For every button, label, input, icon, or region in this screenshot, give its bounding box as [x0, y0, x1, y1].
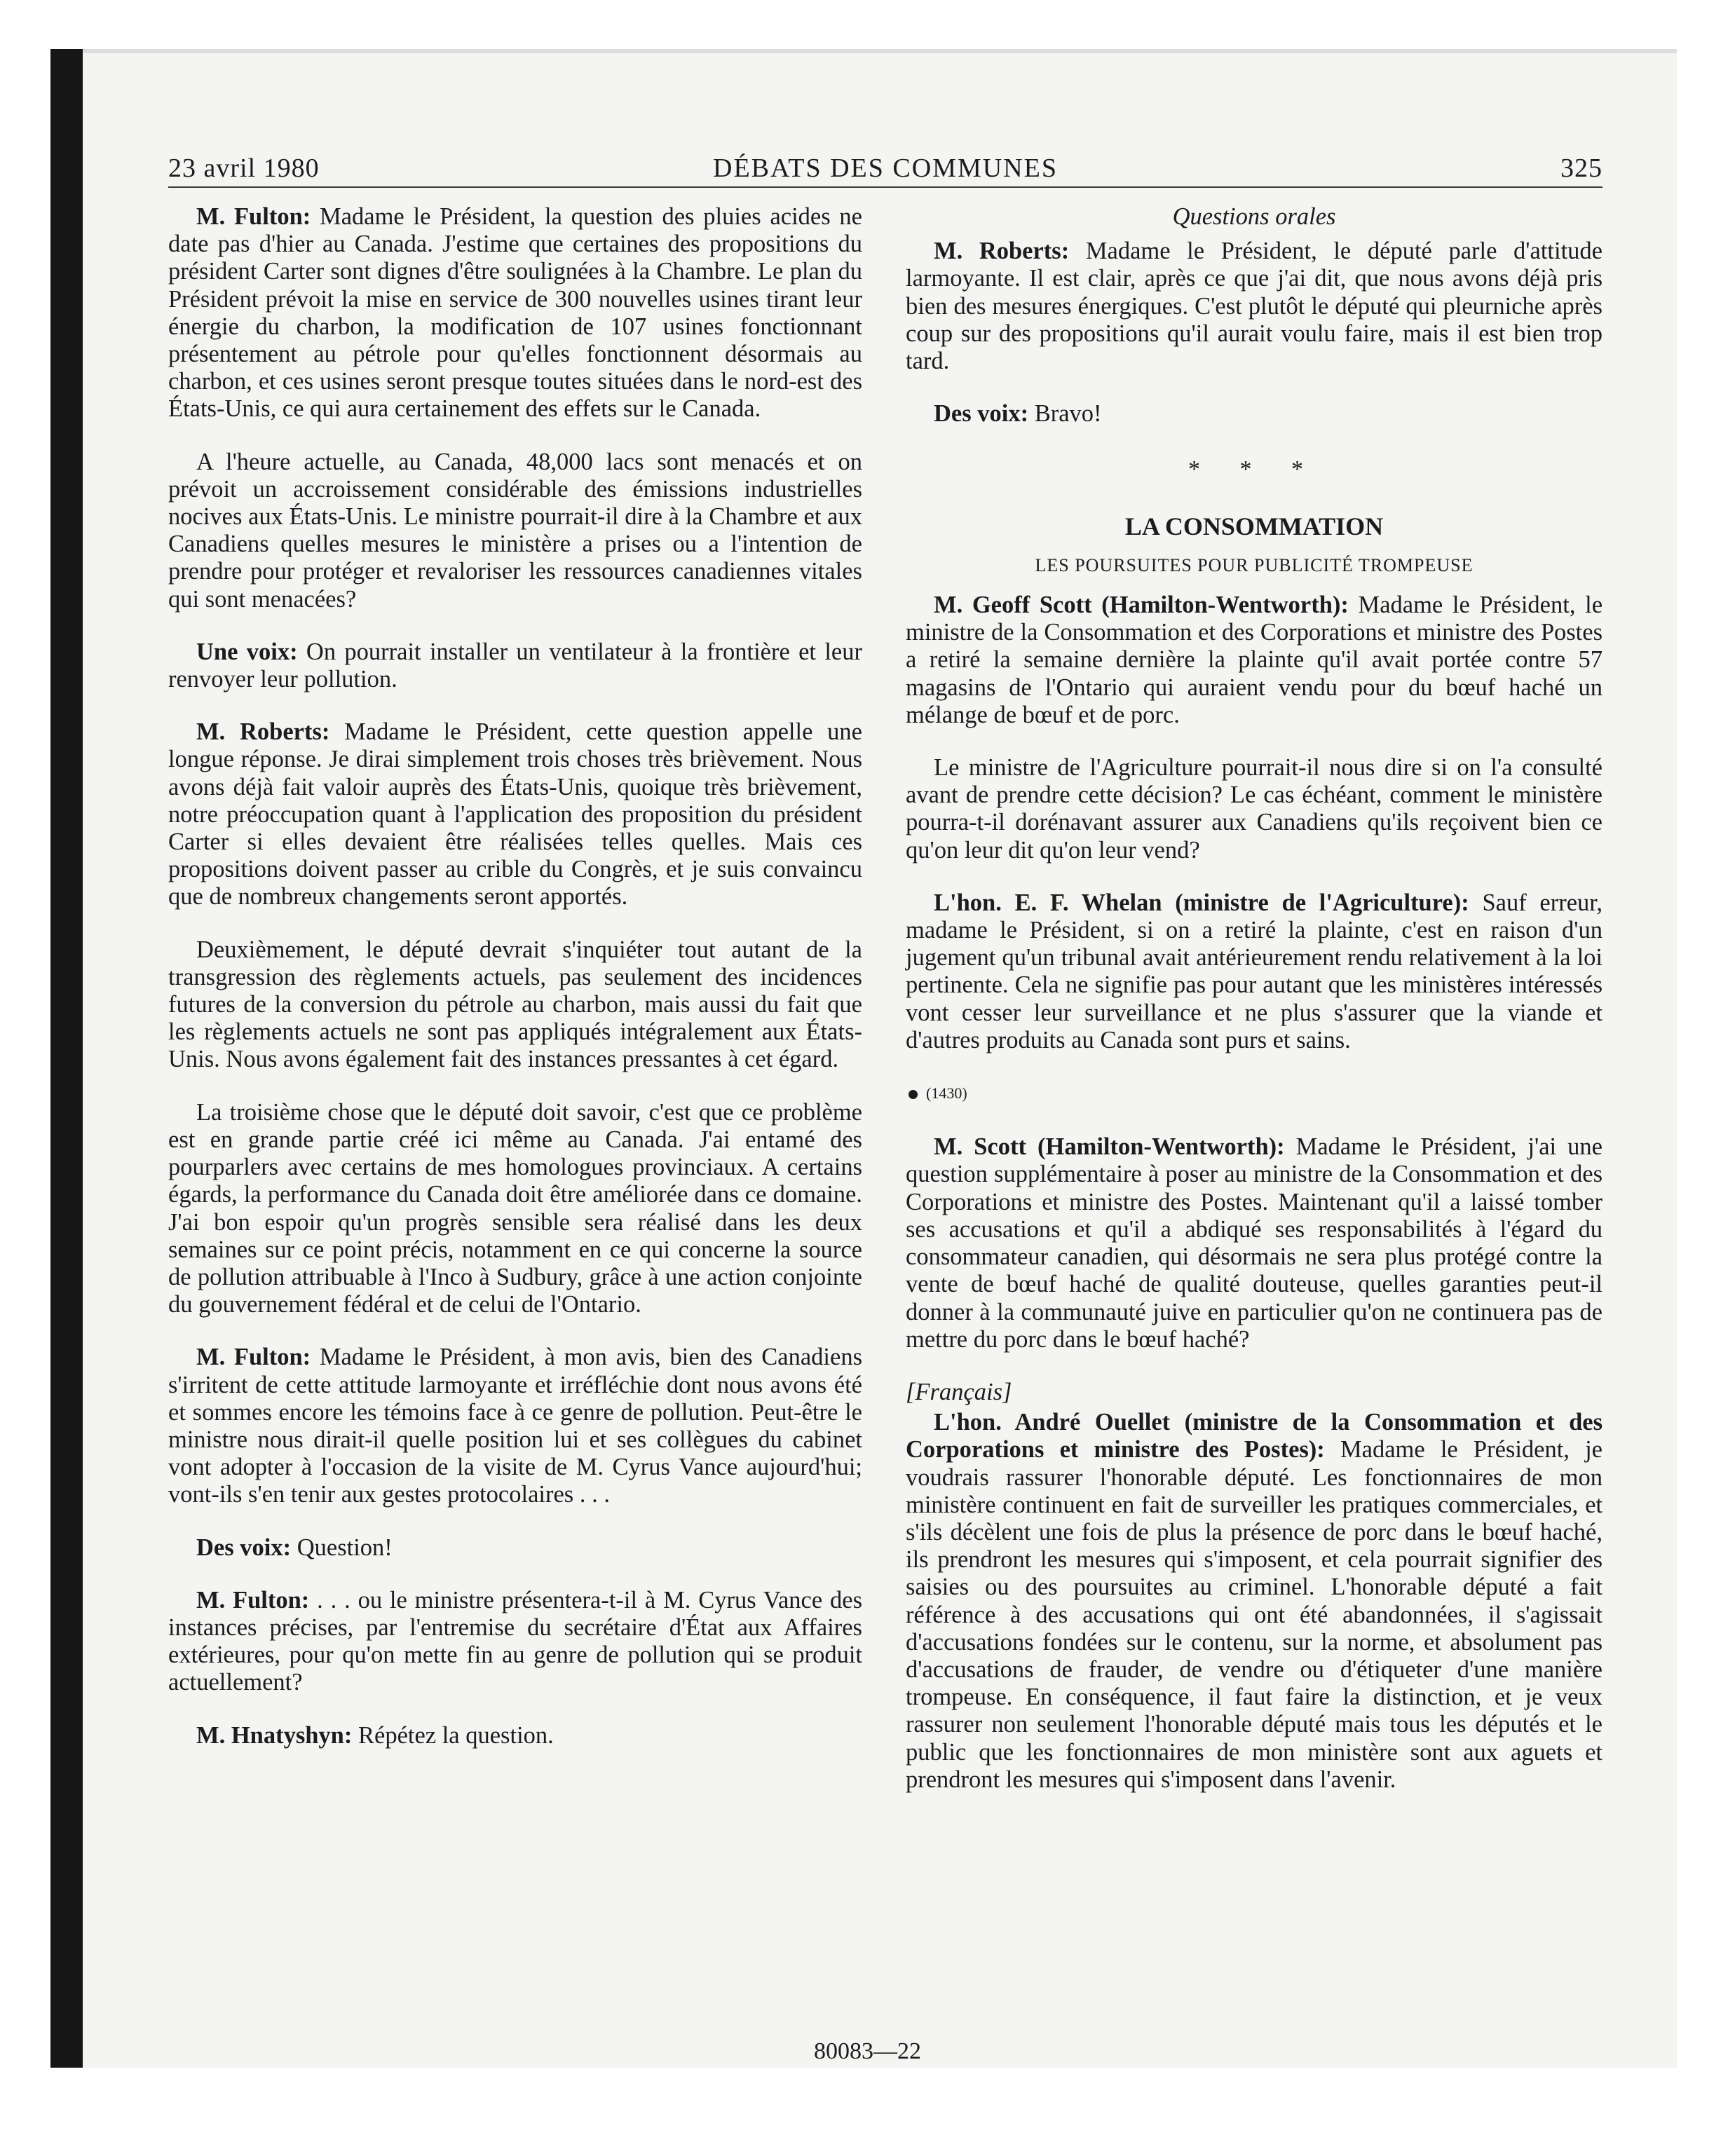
- right-column: [906, 203, 1603, 1819]
- paragraph: [168, 449, 862, 613]
- left-column: [168, 203, 862, 1775]
- paragraph: [906, 1133, 1603, 1353]
- paragraph: [168, 718, 862, 910]
- paragraph: [168, 1344, 862, 1508]
- speaker-name: M. Geoff Scott (Hamilton-Wentworth):: [934, 592, 1349, 619]
- paragraph: [906, 754, 1603, 864]
- page-footer: 80083—22: [814, 2038, 921, 2064]
- speaker-name: Des voix:: [934, 400, 1029, 428]
- paragraph: [168, 1099, 862, 1319]
- language-note: [Français]: [906, 1378, 1012, 1405]
- paragraph: [168, 1587, 862, 1697]
- paragraph-text: . . . ou le ministre présentera-t-il à M. Cyrus Vance des instances précises, par l'entremise du secrétaire d'État aux Affaires extérieures, pour qu'on mette fin au genre de pollution qui se produit actuellement?: [168, 1586, 863, 1696]
- speaker-name: M. Scott (Hamilton-Wentworth):: [934, 1133, 1285, 1161]
- speaker-name: M. Fulton:: [196, 203, 311, 230]
- paragraph-text: A l'heure actuelle, au Canada, 48,000 lacs sont menacés et on prévoit un accroissement considérable des émissions industrielles nocives aux États-Unis. Le ministre pourrait-il dire à la Chambre et aux Canadiens quelles mesures le ministère a prises ou a l'intention de prendre pour protéger et revaloriser les ressources canadiennes vitales qui sont menacées?: [168, 448, 862, 613]
- paragraph-text: Madame le Président, je voudrais rassurer l'honorable député. Les fonctionnaires de mon ministère continuent en fait de surveiller les pratiques commerciales, et s'ils décèlent une fois de plus la présence de porc dans le bœuf haché, ils prendront les mesures qui s'imposent, et cela pourrait signifier des saisies ou des poursuites au criminel. L'honorable député a fait référence à des accusations qui ont été abandonnées, il s'agissait d'accusations fondées sur le contenu, sur la norme, et absolument pas d'accusations de frauder, de vendre ou d'étiqueter d'une manière trompeuse. En conséquence, il faut faire la distinction, et je veux rassurer non seulement l'honorable député mais tous les députés et le public que les fonctionnaires de mon ministère sont aux aguets et prendront les mesures qui s'imposent dans l'avenir.: [906, 1436, 1603, 1793]
- paragraph-text: Bravo!: [1028, 400, 1102, 428]
- speaker-name: Une voix:: [196, 638, 298, 665]
- paragraph-text: On pourrait installer un ventilateur à la frontière et leur renvoyer leur pollution.: [168, 638, 862, 693]
- scan-margin-bar: [50, 49, 83, 2068]
- section-title: LA CONSOMMATION: [1124, 512, 1384, 540]
- speaker-name: L'hon. E. F. Whelan (ministre de l'Agriculture):: [934, 889, 1469, 916]
- speaker-name: L'hon. André Ouellet (ministre de la Consommation et des Corporations et ministre des Postes):: [906, 1409, 1603, 1464]
- paragraph: [168, 1534, 862, 1562]
- paragraph-text: Madame le Président, cette question appelle une longue réponse. Je dirai simplement trois choses très brièvement. Nous avons déjà fait valoir auprès des États-Unis, quoique très brièvement, notre préoccupation quant à l'application des proposition du président Carter si elles devaient être réalisées telles quelles. Mais ces propositions doivent passer au crible du Congrès, et je suis convaincu que de nombreux changements seront apportés.: [168, 718, 862, 910]
- header-title: DÉBATS DES COMMUNES: [713, 153, 1058, 183]
- paragraph-text: Madame le Président, le député parle d'attitude larmoyante. Il est clair, après ce que j'ai dit, que nous avons déjà pris bien des mesures énergiques. C'est plutôt le député qui pleurniche après coup sur des propositions qu'il aurait voulu faire, mais il est bien trop tard.: [906, 238, 1603, 375]
- paragraph-text: Madame le Président, j'ai une question supplémentaire à poser au ministre de la Consommation et des Corporations et ministre des Postes. Maintenant qu'il a laissé tomber ses accusations et qu'il a abdiqué ses responsabilités à l'égard du consommateur canadien, qui désormais ne sera plus protégé contre la vente de bœuf haché de qualité douteuse, quelles garanties peut-il donner à la communauté juive en particulier qu'on ne continuera pas de mettre du porc dans le bœuf haché?: [906, 1133, 1603, 1353]
- paragraph: [906, 400, 1603, 428]
- paragraph-text: Répétez la question.: [352, 1721, 554, 1749]
- speaker-name: M. Roberts:: [934, 238, 1070, 265]
- section-subtitle: LES POURSUITES POUR PUBLICITÉ TROMPEUSE: [1035, 554, 1474, 575]
- speaker-name: M. Hnatyshyn:: [196, 1721, 353, 1749]
- paragraph: [168, 203, 862, 423]
- paragraph-text: Question!: [291, 1534, 393, 1561]
- page-number: 325: [1560, 153, 1603, 183]
- paragraph-text: Deuxièmement, le député devrait s'inquiéter tout autant de la transgression des règlements actuels, pas seulement des incidences futures de la conversion du pétrole au charbon, mais aussi du fait que les règlements actuels ne sont pas appliqués intégralement aux États-Unis. Nous avons également fait des instances pressantes à cet égard.: [168, 936, 862, 1073]
- paragraph: [168, 1722, 862, 1749]
- paragraph-text: Sauf erreur, madame le Président, si on a retiré la plainte, c'est en raison d'un jugement qu'un tribunal avait antérieurement rendu relativement à la loi pertinente. Cela ne signifie pas pour autant que les ministères intéressés vont cesser leur surveillance et ne plus s'assurer que la viande et d'autres produits au Canada sont purs et sains.: [906, 889, 1603, 1053]
- paragraph-text: Madame le Président, la question des pluies acides ne date pas d'hier au Canada. J'estime que certaines des propositions du président Carter sont dignes d'être soulignées à la Chambre. Le plan du Président prévoit la mise en service de 300 nouvelles usines tirant leur énergie du charbon, la modification de 107 usines fonctionnant présentement au pétrole pour qu'elles fonctionnent désormais au charbon, et ces usines seront presque toutes situées dans le nord-est des États-Unis, ce qui aura certainement des effets sur le Canada.: [168, 203, 862, 423]
- time-marker-text: (1430): [926, 1084, 967, 1103]
- paragraph-text: Madame le Président, le ministre de la Consommation et des Corporations et ministre des Postes a retiré la semaine dernière la plainte qu'il avait portée contre 57 magasins de l'Ontario qui auraient vendu pour du bœuf haché un mélange de bœuf et de porc.: [906, 592, 1603, 728]
- paragraph-text: La troisième chose que le député doit savoir, c'est que ce problème est en grande partie créé ici même au Canada. J'ai entamé des pourparlers avec certains de mes homologues provinciaux. A certains égards, la performance du Canada doit être améliorée dans ce domaine. J'ai bon espoir qu'un progrès sensible sera réalisé dans les deux semaines sur ce point précis, notamment en ce qui concerne la source de pollution attribuable à l'Inco à Sudbury, grâce à une action conjointe du gouvernement fédéral et de celui de l'Ontario.: [168, 1098, 862, 1318]
- bullet-icon: [909, 1090, 918, 1099]
- paragraph: [906, 1409, 1603, 1794]
- speaker-name: M. Roberts:: [196, 718, 330, 746]
- section-separator: * * *: [1188, 456, 1320, 483]
- speaker-name: Des voix:: [196, 1534, 292, 1561]
- speaker-name: M. Fulton:: [196, 1344, 311, 1371]
- paragraph-text: Le ministre de l'Agriculture pourrait-il nous dire si on l'a consulté avant de prendre cette décision? Le cas échéant, comment le ministère pourra-t-il dorénavant assurer aux Canadiens qu'ils reçoivent bien ce qu'on leur dit qu'on leur vend?: [906, 754, 1603, 864]
- running-header: [168, 149, 1603, 188]
- speaker-name: M. Fulton:: [196, 1586, 310, 1613]
- time-marker: [906, 1079, 1603, 1107]
- section-rubric: Questions orales: [1172, 203, 1336, 230]
- paragraph-text: Madame le Président, à mon avis, bien des Canadiens s'irritent de cette attitude larmoyante et irréfléchie dont nous avons été et sommes encore les témoins face à ce genre de pollution. Peut-être le ministre nous dirait-il quelle position lui et ses collègues du cabinet vont adopter à l'occasion de la visite de M. Cyrus Vance aujourd'hui; vont-ils s'en tenir aux gestes protocolaires . . .: [168, 1344, 862, 1508]
- header-date: 23 avril 1980: [168, 153, 320, 183]
- paragraph: [906, 889, 1603, 1054]
- paragraph: [168, 639, 862, 693]
- paragraph: [168, 936, 862, 1074]
- paragraph: [906, 238, 1603, 375]
- paragraph: [906, 592, 1603, 729]
